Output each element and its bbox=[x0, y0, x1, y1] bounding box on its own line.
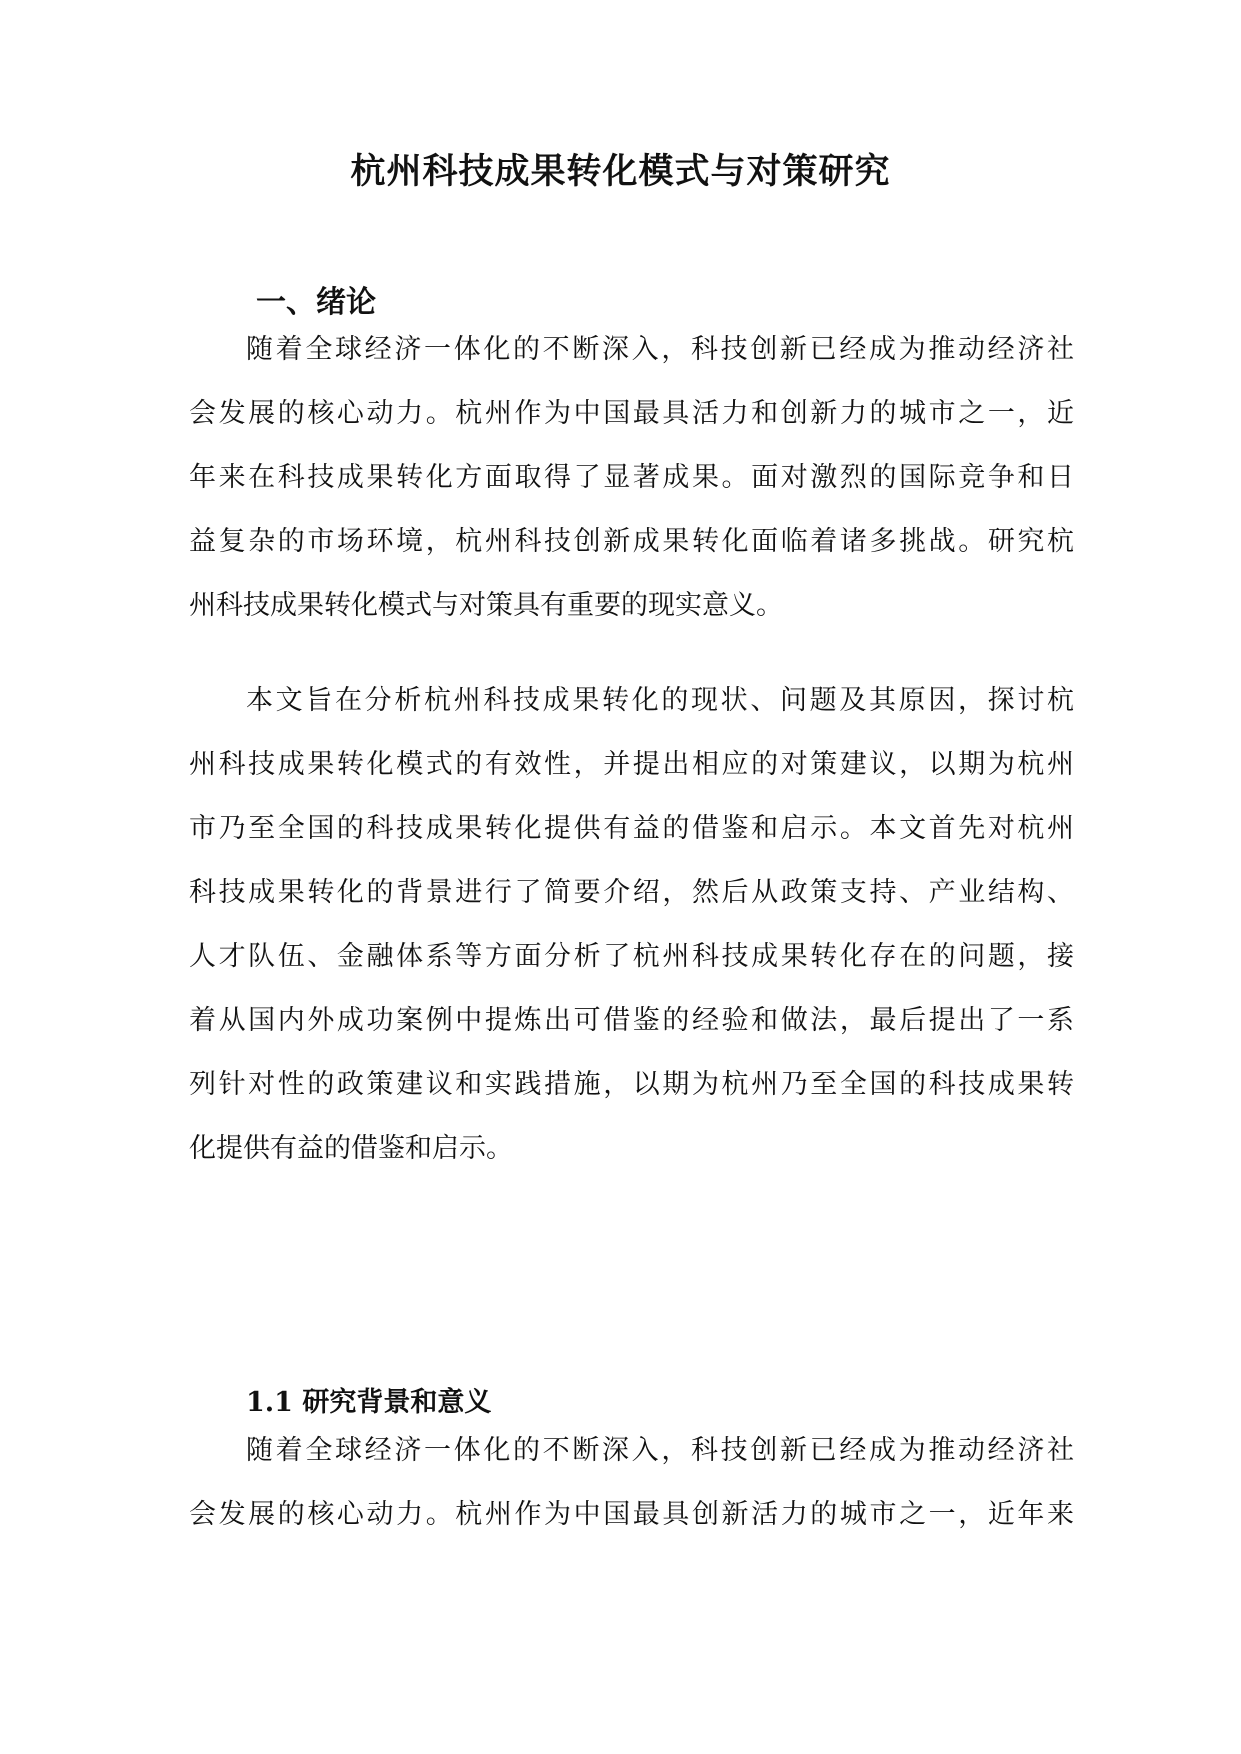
subsection-heading-background: 1.1 研究背景和意义 bbox=[246, 1387, 492, 1418]
paragraph-line: 市乃至全国的科技成果转化提供有益的借鉴和启示。本文首先对杭州 bbox=[189, 813, 1074, 844]
paragraph-line: 益复杂的市场环境，杭州科技创新成果转化面临着诸多挑战。研究杭 bbox=[189, 526, 1074, 557]
paragraph-line: 本文旨在分析杭州科技成果转化的现状、问题及其原因，探讨杭 bbox=[246, 685, 1074, 716]
section-heading-introduction: 一、绪论 bbox=[256, 285, 376, 320]
paragraph-line: 列针对性的政策建议和实践措施，以期为杭州乃至全国的科技成果转 bbox=[189, 1069, 1074, 1100]
paragraph-line: 会发展的核心动力。杭州作为中国最具创新活力的城市之一，近年来 bbox=[189, 1499, 1074, 1530]
paragraph-line: 年来在科技成果转化方面取得了显著成果。面对激烈的国际竞争和日 bbox=[189, 462, 1074, 493]
paragraph-line: 随着全球经济一体化的不断深入，科技创新已经成为推动经济社 bbox=[246, 1435, 1074, 1466]
document-title: 杭州科技成果转化模式与对策研究 bbox=[350, 151, 891, 192]
paragraph-line: 随着全球经济一体化的不断深入，科技创新已经成为推动经济社 bbox=[246, 334, 1074, 365]
paragraph-line: 州科技成果转化模式与对策具有重要的现实意义。 bbox=[189, 590, 783, 621]
paragraph-line: 科技成果转化的背景进行了简要介绍，然后从政策支持、产业结构、 bbox=[189, 877, 1074, 908]
paragraph-line: 会发展的核心动力。杭州作为中国最具活力和创新力的城市之一，近 bbox=[189, 398, 1074, 429]
paragraph-line: 化提供有益的借鉴和启示。 bbox=[189, 1133, 513, 1164]
paragraph-line: 州科技成果转化模式的有效性，并提出相应的对策建议，以期为杭州 bbox=[189, 749, 1074, 780]
paragraph-line: 人才队伍、金融体系等方面分析了杭州科技成果转化存在的问题，接 bbox=[189, 941, 1074, 972]
paragraph-line: 着从国内外成功案例中提炼出可借鉴的经验和做法，最后提出了一系 bbox=[189, 1005, 1074, 1036]
